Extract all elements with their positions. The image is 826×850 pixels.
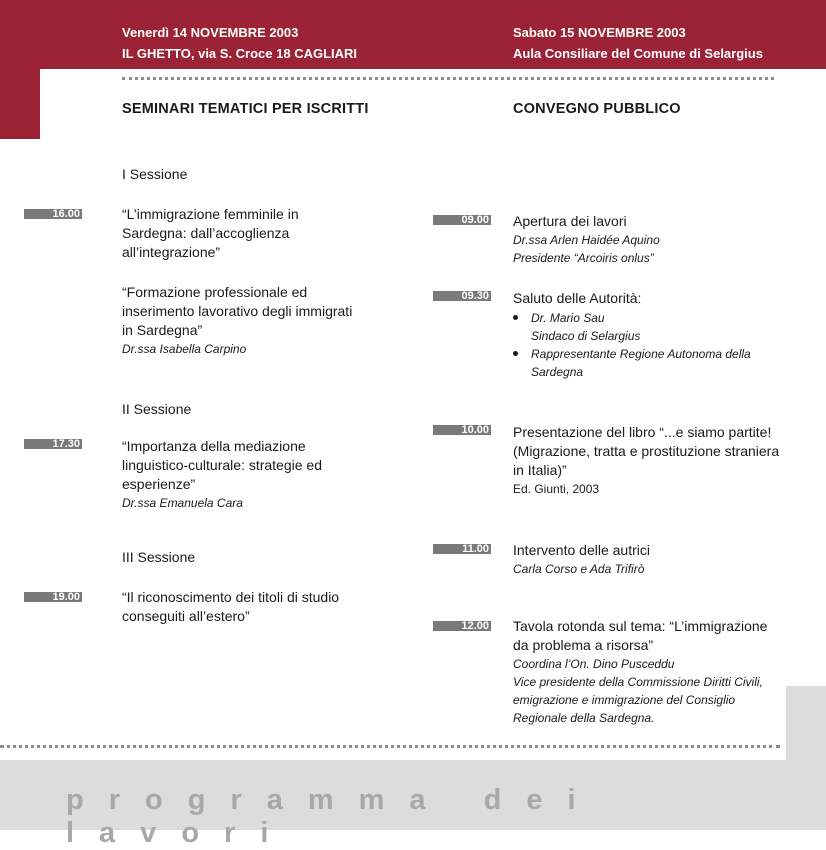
program-item-5-title: Tavola rotonda sul tema: “L’immigrazione da problema a risorsa”: [513, 618, 768, 653]
time-badge-1100: 11.00: [433, 544, 491, 554]
right-section-title: CONVEGNO PUBBLICO: [513, 101, 681, 117]
session-2-label: II Sessione: [122, 401, 192, 417]
right-accent-band: [786, 686, 826, 760]
authority-2-line1: Rappresentante Regione Autonoma della: [531, 347, 751, 361]
time-badge-1600: 16.00: [24, 209, 82, 219]
time-badge-1000: 10.00: [433, 425, 491, 435]
authority-1-name: Dr. Mario Sau: [531, 311, 605, 325]
time-badge-0900: 09.00: [433, 215, 491, 225]
footer-title: programma dei lavori: [66, 784, 601, 849]
program-item-1: [513, 212, 783, 267]
bullet-dot: [513, 351, 518, 356]
seminar-item-2-title: “Formazione professionale ed inserimento lavorativo degli immigrati in Sardegna”: [122, 284, 353, 338]
program-item-4: [513, 541, 783, 578]
bullet-dot: [513, 315, 518, 320]
seminar-item-2-speaker: Dr.ssa Isabella Carpino: [122, 342, 247, 356]
program-item-5-role: Vice presidente della Commissione Diritti Civili, emigrazione e immigrazione del Consiglio Regionale della Sardegna.: [513, 675, 763, 725]
header-left: [122, 22, 357, 64]
program-item-1-role: Presidente “Arcoiris onlus”: [513, 251, 654, 265]
seminar-item-3: [122, 437, 362, 512]
seminar-item-1: “L’immigrazione femminile in Sardegna: dall’accoglienza all’integrazione”: [122, 206, 299, 260]
program-item-2: Saluto delle Autorità:: [513, 290, 642, 306]
seminar-item-3-title: “Importanza della mediazione linguistico-culturale: strategie ed esperienze”: [122, 438, 322, 492]
header-right: [513, 22, 763, 64]
seminar-item-3-speaker: Dr.ssa Emanuela Cara: [122, 496, 243, 510]
program-item-3-title: Presentazione del libro “...e siamo partite! (Migrazione, tratta e prostituzione straniera in Italia)”: [513, 424, 780, 478]
left-section-title: SEMINARI TEMATICI PER ISCRITTI: [122, 101, 369, 117]
time-badge-0930: 09.30: [433, 291, 491, 301]
program-item-1-title: Apertura dei lavori: [513, 213, 627, 229]
program-item-3-publisher: Ed. Giunti, 2003: [513, 482, 600, 496]
header-right-date: Sabato 15 NOVEMBRE 2003: [513, 25, 686, 40]
program-item-4-title: Intervento delle autrici: [513, 542, 650, 558]
authority-bullet-2: [531, 345, 751, 381]
program-item-1-speaker: Dr.ssa Arlen Haidée Aquino: [513, 233, 660, 247]
left-accent-band: [0, 69, 40, 139]
session-3-label: III Sessione: [122, 549, 196, 565]
seminar-item-4: “Il riconoscimento dei titoli di studio conseguiti all’estero”: [122, 589, 340, 624]
header-left-date: Venerdì 14 NOVEMBRE 2003: [122, 25, 299, 40]
program-item-5-moderator: Coordina l’On. Dino Pusceddu: [513, 657, 675, 671]
program-item-5: [513, 617, 781, 727]
authority-bullet-1: [531, 309, 640, 345]
time-badge-1730: 17.30: [24, 439, 82, 449]
program-item-4-speakers: Carla Corso e Ada Trifirò: [513, 562, 645, 576]
top-dotted-divider: [122, 77, 774, 80]
header-left-venue: IL GHETTO, via S. Croce 18 CAGLIARI: [122, 46, 358, 61]
program-item-3: [513, 423, 785, 498]
bottom-dotted-divider: [0, 745, 780, 748]
header-right-venue: Aula Consiliare del Comune di Selargius: [513, 46, 763, 61]
time-badge-1200: 12.00: [433, 621, 491, 631]
authority-2-line2: Sardegna: [531, 365, 584, 379]
session-1-label: I Sessione: [122, 166, 188, 182]
authority-1-role: Sindaco di Selargius: [531, 329, 641, 343]
time-badge-1900: 19.00: [24, 592, 82, 602]
seminar-item-2: [122, 283, 367, 358]
